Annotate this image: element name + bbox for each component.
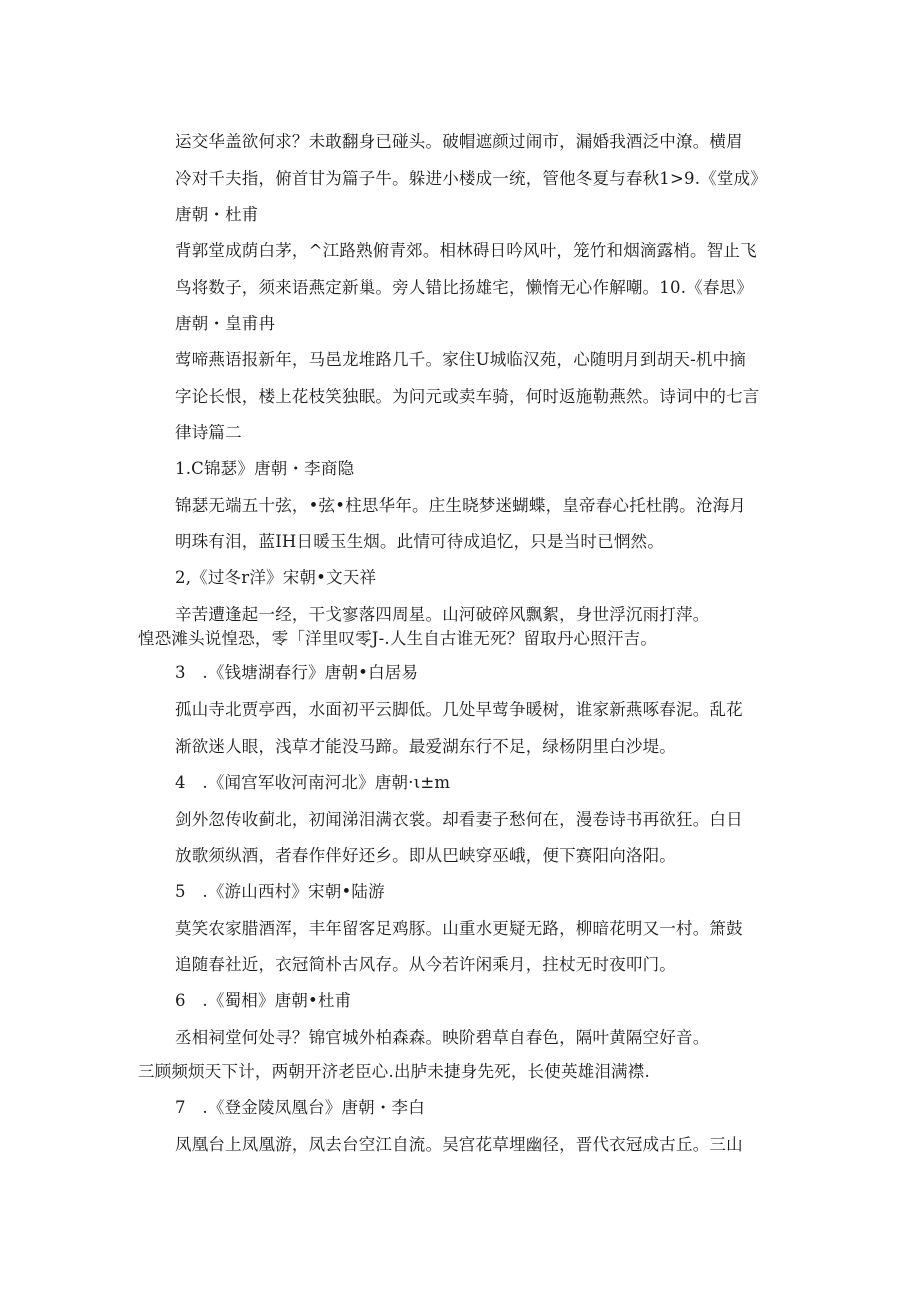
text-line: 剑外忽传收蓟北，初闻涕泪满衣裳。却看妻子愁何在，漫卷诗书再欲狂。白日 xyxy=(175,810,743,829)
text-line: 明珠有泪，蓝IH日暖玉生烟。此情可待成追忆，只是当时已惘然。 xyxy=(175,532,664,551)
text-line: 背郭堂成荫白茅，^江路熟俯青郊。相林碍日吟风叶，笼竹和烟滴露梢。智止飞 xyxy=(175,241,757,260)
poem-heading: 4 .《闻宫军收河南河北》唐朝·ι±m xyxy=(175,773,451,792)
text-line: 放歌须纵酒，者春作伴好还乡。即从巴峡穿巫峨，便下赛阳向洛阳。 xyxy=(175,846,676,865)
text-line: 莺啼燕语报新年，马邑龙堆路几千。家住U城临汉苑，心随明月到胡天-机中摘 xyxy=(175,350,746,369)
text-line: 凤凰台上凤凰游，凤去台空江自流。吴宫花草埋幽径，晋代衣冠成古丘。三山 xyxy=(175,1135,743,1154)
poem-heading: 7 .《登金陵凤凰台》唐朝・李白 xyxy=(175,1098,425,1117)
poem-heading: 2,《过冬r洋》宋朝•文天祥 xyxy=(175,568,377,587)
text-line: 冷对千夫指，俯首甘为篇子牛。躲进小楼成一统，管他冬夏与春秋1>9.《堂成》 xyxy=(175,169,767,188)
poem-heading: 5 .《游山西村》宋朝•陆游 xyxy=(175,882,385,901)
poem-heading: 3 .《钱塘湖春行》唐朝•白居易 xyxy=(175,663,419,682)
text-line: 丞相祠堂何处寻？锦官城外柏森森。映阶碧草自春色，隔叶黄隔空好音。 xyxy=(175,1028,710,1047)
text-line: 锦瑟无端五十弦，•弦•柱思华年。庄生晓梦迷蝴蝶，皇帝春心托杜鹃。沧海月 xyxy=(175,496,746,515)
poem-heading: 6 .《蜀相》唐朝•杜甫 xyxy=(175,991,352,1010)
text-line: 唐朝・皇甫冉 xyxy=(175,314,276,333)
text-line: 鸟将数子，须来语燕定新巢。旁人错比扬雄宅，懒惰无心作解嘲。10.《春思》 xyxy=(175,278,753,297)
text-line: 追随春社近，衣冠简朴古风存。从今若许闲乘月，拄杖无时夜叩门。 xyxy=(175,955,676,974)
text-line: 唐朝・杜甫 xyxy=(175,205,259,224)
text-line: 惶恐滩头说惶恐，零「洋里叹零J-.人生自古谁无死？留取丹心照汗吉。 xyxy=(138,629,658,648)
text-line: 渐欲迷人眼，浅草才能没马蹄。最爱湖东行不足，绿杨阴里白沙堤。 xyxy=(175,737,676,756)
text-line: 莫笑农家腊酒浑，丰年留客足鸡豚。山重水更疑无路，柳暗花明又一村。箫鼓 xyxy=(175,919,743,938)
text-line: 字论长恨，楼上花枝笑独眠。为问元或卖车骑，何时返施勒燕然。诗词中的七言 xyxy=(175,387,760,406)
text-line: 孤山寺北贾亭西，水面初平云脚低。几处早莺争暖树，谁家新燕啄春泥。乱花 xyxy=(175,700,743,719)
text-line: 辛苦遭逢起一经，干戈寥落四周星。山河破碎风飘絮，身世浮沉雨打萍。 xyxy=(175,605,710,624)
text-line: 三顾频烦天下计，两朝开济老臣心.出胪未捷身先死，长使英雄泪满襟. xyxy=(138,1062,650,1081)
text-line: 律诗篇二 xyxy=(175,423,242,442)
text-line: 运交华盖欲何求？未敢翻身已碰头。破帽遮颜过闹市，漏婚我酒泛中潦。横眉 xyxy=(175,132,743,151)
poem-heading: 1.C锦瑟》唐朝・李商隐 xyxy=(175,459,355,478)
